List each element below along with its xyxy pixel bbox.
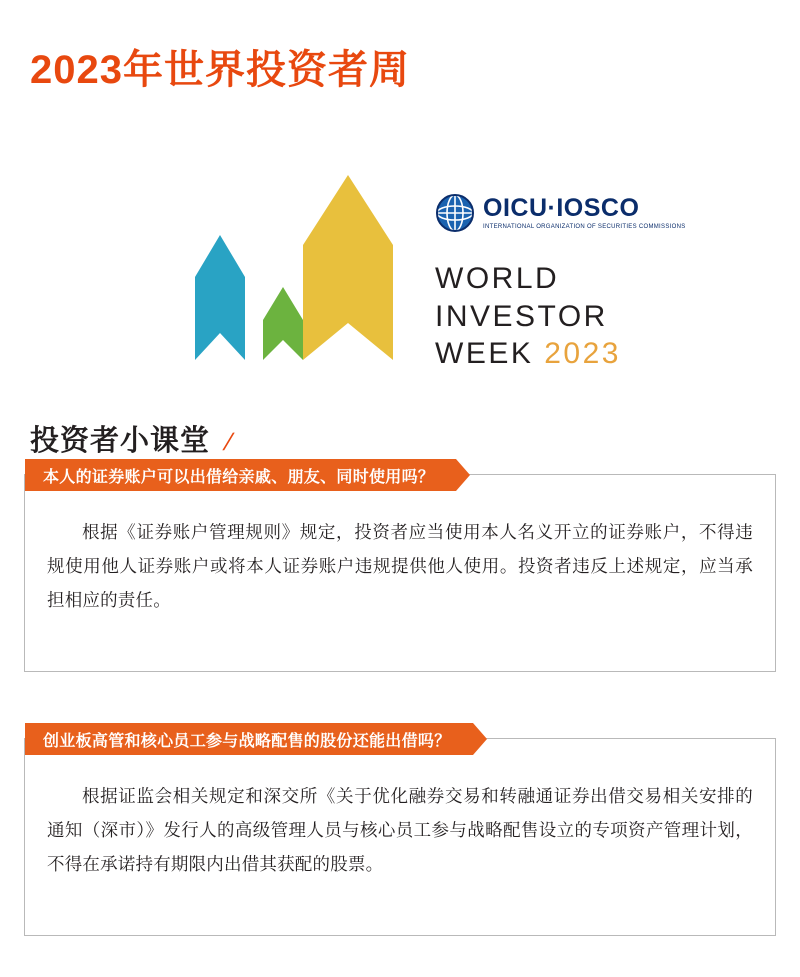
wordmark-line-world: WORLD — [435, 262, 560, 295]
section-accent-icon: / — [220, 429, 236, 456]
page-title: 2023年世界投资者周 — [30, 48, 410, 92]
iosco-full-name: INTERNATIONAL ORGANIZATION OF SECURITIES COMMISSIONS — [483, 224, 686, 230]
qa-card — [24, 468, 776, 672]
qa-question-banner: 创业板高管和核心员工参与战略配售的股份还能出借吗？ — [25, 723, 473, 755]
wiw-wordmark — [435, 260, 621, 373]
wiw-logo-block — [190, 165, 686, 390]
section-title: 投资者小课堂 — [30, 425, 211, 457]
iosco-abbreviation: OICU·IOSCO — [483, 194, 640, 222]
pencils-icon — [190, 165, 405, 385]
wordmark-line-investor: INVESTOR — [435, 299, 608, 333]
qa-question-banner: 本人的证券账户可以出借给亲戚、朋友、同时使用吗？ — [25, 459, 456, 491]
wordmark-year: 2023 — [544, 337, 621, 370]
section-heading — [30, 418, 236, 459]
iosco-logo — [435, 193, 686, 233]
wordmark-week: WEEK — [435, 337, 534, 370]
qa-answer-text: 根据证监会相关规定和深交所《关于优化融券交易和转融通证券出借交易相关安排的通知（深市）》发行人的高级管理人员与核心员工参与战略配售设立的专项资产管理计划，不得在承诺持有期限内出借其获配的股票。 — [47, 786, 753, 875]
wordmark-line-week-year — [435, 335, 621, 373]
qa-card — [24, 732, 776, 936]
qa-answer-text: 根据《证券账户管理规则》规定，投资者应当使用本人名义开立的证券账户，不得违规使用他人证券账户或将本人证券账户违规提供他人使用。投资者违反上述规定，应当承担相应的责任。 — [47, 522, 753, 611]
globe-icon — [435, 193, 475, 233]
iosco-text — [483, 196, 686, 230]
